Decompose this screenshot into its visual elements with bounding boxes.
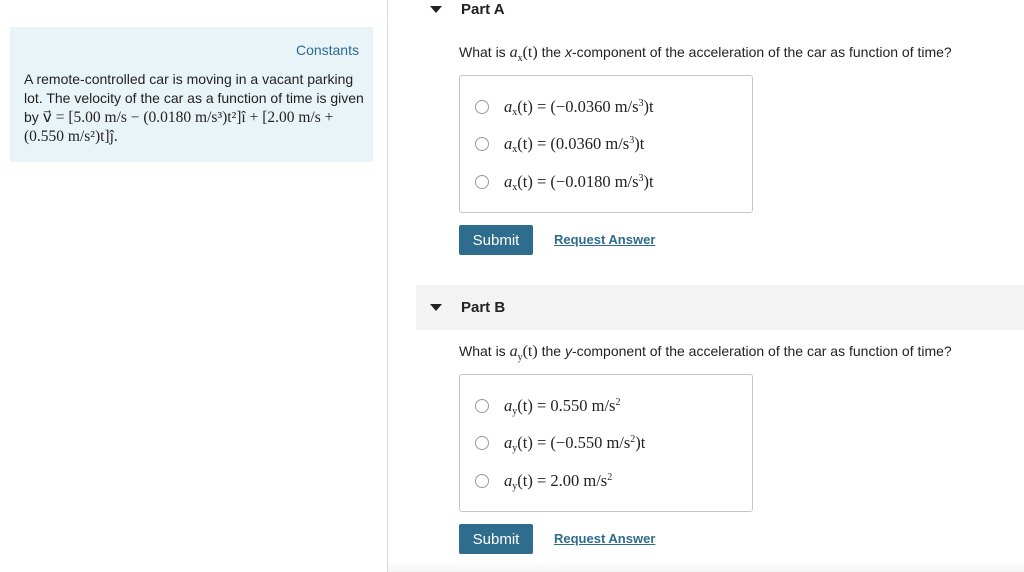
bottom-edge: [388, 562, 1024, 572]
part-a-choices: [459, 75, 753, 213]
problem-panel: [10, 27, 373, 162]
part-b-question: What is $a_y(t)$ the y-component of the acceleration of the car as function of time?: [459, 343, 952, 363]
part-b-submit-button[interactable]: Submit: [459, 524, 533, 554]
part-a-question: What is $a_x(t)$ the x-component of the acceleration of the car as function of time?: [459, 44, 952, 64]
velocity-expression-line2: [2.00 m/s + (0.550 m/s²)t]ĵ.: [24, 109, 334, 145]
constants-link[interactable]: Constants: [295, 42, 359, 58]
radio-button[interactable]: [475, 474, 489, 488]
part-b-header[interactable]: [416, 285, 1024, 330]
part-a-choice-2[interactable]: [475, 132, 644, 156]
panel-divider: [387, 0, 388, 572]
radio-button[interactable]: [475, 399, 489, 413]
caret-down-icon[interactable]: [430, 304, 442, 311]
part-b-request-answer-link[interactable]: Request Answer: [554, 531, 656, 546]
part-a-title: Part A: [461, 1, 505, 18]
choice-expression: $a_x(t) = (-0.0180$ $m/s^3)t$: [504, 171, 654, 193]
problem-statement: [24, 70, 364, 146]
part-a-header[interactable]: [416, 0, 1024, 31]
part-b-choice-2[interactable]: [475, 431, 645, 455]
choice-expression: $a_x(t) = (0.0360$ $m/s^3)t$: [504, 133, 645, 155]
part-b-choices: [459, 374, 753, 512]
part-a-request-answer-link[interactable]: Request Answer: [554, 232, 656, 247]
radio-button[interactable]: [475, 137, 489, 151]
radio-button[interactable]: [475, 175, 489, 189]
choice-expression: $a_x(t) = (-0.0360$ $m/s^3)t$: [504, 96, 654, 118]
choice-expression: $a_y(t) = 2.00$ $m/s^2$: [504, 470, 613, 492]
choice-expression: $a_y(t) = (-0.550$ $m/s^2)t$: [504, 432, 646, 454]
caret-down-icon[interactable]: [430, 6, 442, 13]
part-b-choice-3[interactable]: [475, 469, 612, 493]
radio-button[interactable]: [475, 100, 489, 114]
part-a-choice-3[interactable]: [475, 170, 654, 194]
part-a-submit-button[interactable]: Submit: [459, 225, 533, 255]
part-a-choice-1[interactable]: [475, 95, 654, 119]
part-b-choice-1[interactable]: [475, 394, 620, 418]
radio-button[interactable]: [475, 436, 489, 450]
problem-text: A remote-controlled car is moving in a vacant parking lot. The velocity of the car as a function of time is given by: [24, 71, 364, 125]
choice-expression: $a_y(t) = 0.550$ $m/s^2$: [504, 395, 621, 417]
part-b-title: Part B: [461, 299, 506, 316]
velocity-expression-line1: v⃗ = [5.00 m/s − (0.0180 m/s³)t²]î +: [42, 109, 259, 126]
